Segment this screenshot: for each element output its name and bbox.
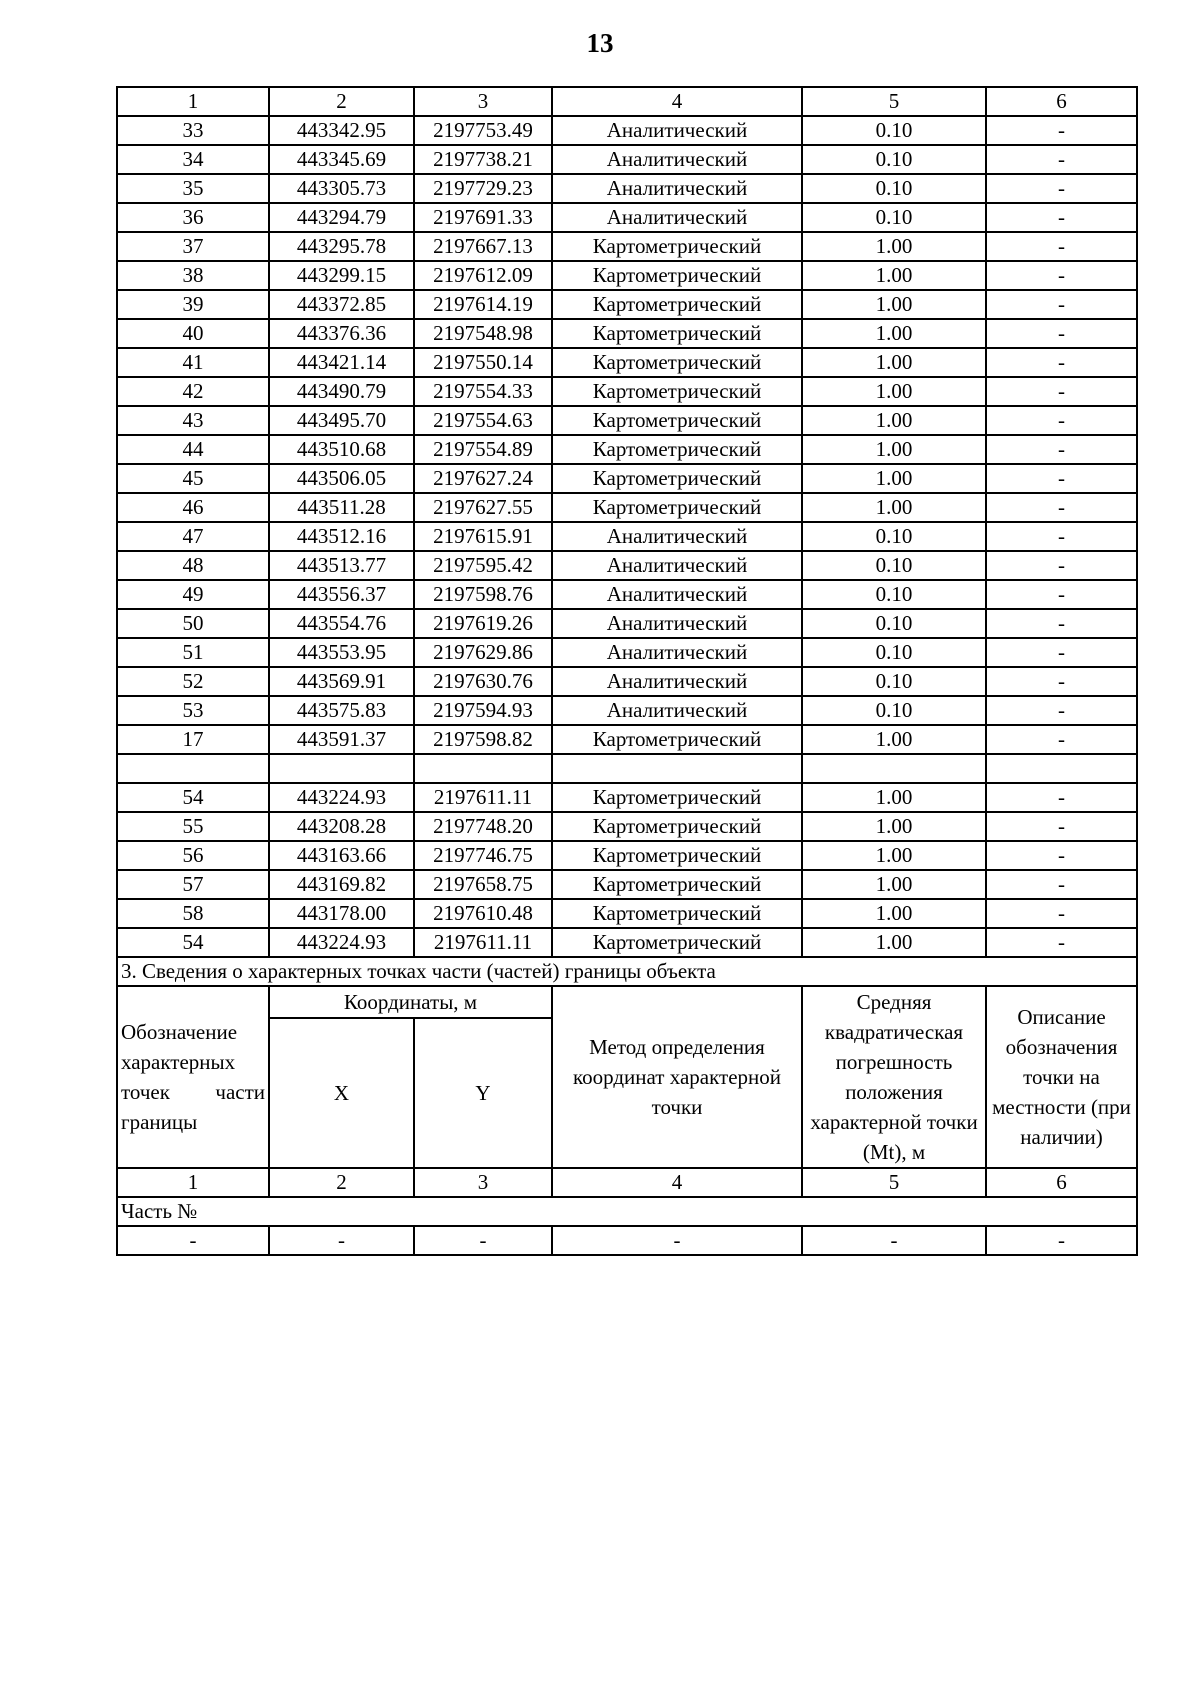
point-number: 37 [117, 232, 269, 261]
empty-cell: - [986, 1226, 1137, 1255]
coord-x: 443553.95 [269, 638, 414, 667]
header-coordinates: Координаты, м [269, 986, 552, 1018]
point-number: 54 [117, 928, 269, 957]
column-number-row [117, 87, 1137, 116]
mean-error: 1.00 [802, 899, 986, 928]
description: - [986, 145, 1137, 174]
mean-error: 1.00 [802, 783, 986, 812]
empty-cell: - [269, 1226, 414, 1255]
table-row [117, 870, 1137, 899]
mean-error: 1.00 [802, 348, 986, 377]
table-row [117, 696, 1137, 725]
mean-error: 0.10 [802, 522, 986, 551]
table-row [117, 435, 1137, 464]
mean-error: 1.00 [802, 232, 986, 261]
table-row [117, 203, 1137, 232]
table-row [117, 493, 1137, 522]
coord-x: 443178.00 [269, 899, 414, 928]
header-method: Метод определения координат характерной точки [552, 986, 802, 1168]
point-number: 40 [117, 319, 269, 348]
mean-error: 1.00 [802, 870, 986, 899]
coord-x: 443506.05 [269, 464, 414, 493]
mean-error: 0.10 [802, 580, 986, 609]
coord-x: 443591.37 [269, 725, 414, 754]
description: - [986, 667, 1137, 696]
table-row [117, 319, 1137, 348]
description: - [986, 290, 1137, 319]
method: Картометрический [552, 928, 802, 957]
coord-x: 443512.16 [269, 522, 414, 551]
mean-error: 0.10 [802, 638, 986, 667]
coord-y: 2197667.13 [414, 232, 552, 261]
description: - [986, 696, 1137, 725]
mean-error: 0.10 [802, 203, 986, 232]
point-number: 41 [117, 348, 269, 377]
method: Картометрический [552, 377, 802, 406]
description: - [986, 203, 1137, 232]
column-number: 6 [986, 1168, 1137, 1197]
coord-y: 2197691.33 [414, 203, 552, 232]
description: - [986, 377, 1137, 406]
method: Аналитический [552, 667, 802, 696]
coord-x: 443345.69 [269, 145, 414, 174]
table-row [117, 116, 1137, 145]
column-number: 3 [414, 87, 552, 116]
point-number: 48 [117, 551, 269, 580]
description: - [986, 522, 1137, 551]
mean-error: 1.00 [802, 319, 986, 348]
table-row [117, 812, 1137, 841]
coord-y: 2197598.82 [414, 725, 552, 754]
table-row [117, 928, 1137, 957]
section-title: 3. Сведения о характерных точках части (частей) границы объекта [117, 957, 1137, 986]
coord-x: 443569.91 [269, 667, 414, 696]
description: - [986, 870, 1137, 899]
mean-error: 1.00 [802, 377, 986, 406]
coord-x: 443554.76 [269, 609, 414, 638]
header-y: Y [414, 1018, 552, 1168]
part-label: Часть № [117, 1197, 1137, 1226]
table-row [117, 522, 1137, 551]
table-row [117, 609, 1137, 638]
coord-x: 443495.70 [269, 406, 414, 435]
blank-separator-row [117, 754, 1137, 783]
point-number: 44 [117, 435, 269, 464]
table-row [117, 406, 1137, 435]
method: Картометрический [552, 290, 802, 319]
method: Аналитический [552, 174, 802, 203]
coord-y: 2197629.86 [414, 638, 552, 667]
coord-y: 2197611.11 [414, 783, 552, 812]
point-number: 17 [117, 725, 269, 754]
column-number: 6 [986, 87, 1137, 116]
coord-x: 443299.15 [269, 261, 414, 290]
section-column-number-row [117, 1168, 1137, 1197]
coord-y: 2197738.21 [414, 145, 552, 174]
description: - [986, 116, 1137, 145]
point-number: 49 [117, 580, 269, 609]
coord-y: 2197658.75 [414, 870, 552, 899]
mean-error: 1.00 [802, 725, 986, 754]
coord-x: 443513.77 [269, 551, 414, 580]
description: - [986, 348, 1137, 377]
table-row [117, 174, 1137, 203]
mean-error: 0.10 [802, 174, 986, 203]
coord-x: 443305.73 [269, 174, 414, 203]
coord-x: 443163.66 [269, 841, 414, 870]
empty-cell: - [552, 1226, 802, 1255]
coord-y: 2197611.11 [414, 928, 552, 957]
coord-y: 2197594.93 [414, 696, 552, 725]
method: Картометрический [552, 406, 802, 435]
method: Картометрический [552, 493, 802, 522]
method: Картометрический [552, 870, 802, 899]
method: Картометрический [552, 435, 802, 464]
coord-x: 443510.68 [269, 435, 414, 464]
column-number: 4 [552, 87, 802, 116]
column-number: 4 [552, 1168, 802, 1197]
mean-error: 1.00 [802, 261, 986, 290]
mean-error: 0.10 [802, 551, 986, 580]
coord-y: 2197619.26 [414, 609, 552, 638]
mean-error: 1.00 [802, 435, 986, 464]
description: - [986, 232, 1137, 261]
point-number: 57 [117, 870, 269, 899]
method: Аналитический [552, 696, 802, 725]
section-header-row [117, 986, 1137, 1018]
point-number: 46 [117, 493, 269, 522]
coord-y: 2197554.33 [414, 377, 552, 406]
description: - [986, 812, 1137, 841]
point-number: 51 [117, 638, 269, 667]
table-row [117, 464, 1137, 493]
method: Картометрический [552, 232, 802, 261]
description: - [986, 928, 1137, 957]
method: Картометрический [552, 348, 802, 377]
table-row [117, 145, 1137, 174]
description: - [986, 551, 1137, 580]
method: Аналитический [552, 551, 802, 580]
column-number: 2 [269, 87, 414, 116]
mean-error: 1.00 [802, 841, 986, 870]
coord-x: 443294.79 [269, 203, 414, 232]
mean-error: 0.10 [802, 609, 986, 638]
point-number: 42 [117, 377, 269, 406]
coord-y: 2197753.49 [414, 116, 552, 145]
coord-y: 2197595.42 [414, 551, 552, 580]
point-number: 33 [117, 116, 269, 145]
page-number: 13 [586, 28, 614, 58]
mean-error: 0.10 [802, 667, 986, 696]
point-number: 56 [117, 841, 269, 870]
method: Аналитический [552, 609, 802, 638]
part-label-row [117, 1197, 1137, 1226]
table-row [117, 290, 1137, 319]
method: Аналитический [552, 203, 802, 232]
coord-y: 2197746.75 [414, 841, 552, 870]
method: Аналитический [552, 116, 802, 145]
method: Картометрический [552, 319, 802, 348]
coord-x: 443511.28 [269, 493, 414, 522]
table-row [117, 783, 1137, 812]
empty-cell: - [802, 1226, 986, 1255]
table-row [117, 261, 1137, 290]
mean-error: 0.10 [802, 116, 986, 145]
empty-cell: - [414, 1226, 552, 1255]
table-row [117, 580, 1137, 609]
coord-x: 443575.83 [269, 696, 414, 725]
point-number: 55 [117, 812, 269, 841]
coord-x: 443372.85 [269, 290, 414, 319]
table-row [117, 551, 1137, 580]
coord-x: 443342.95 [269, 116, 414, 145]
column-number: 5 [802, 87, 986, 116]
coord-y: 2197627.24 [414, 464, 552, 493]
point-number: 43 [117, 406, 269, 435]
table-row [117, 899, 1137, 928]
description: - [986, 609, 1137, 638]
mean-error: 1.00 [802, 928, 986, 957]
description: - [986, 841, 1137, 870]
description: - [986, 319, 1137, 348]
method: Картометрический [552, 464, 802, 493]
method: Картометрический [552, 725, 802, 754]
point-number: 58 [117, 899, 269, 928]
point-number: 35 [117, 174, 269, 203]
coord-y: 2197615.91 [414, 522, 552, 551]
method: Картометрический [552, 899, 802, 928]
point-number: 53 [117, 696, 269, 725]
method: Аналитический [552, 145, 802, 174]
point-number: 47 [117, 522, 269, 551]
coord-x: 443295.78 [269, 232, 414, 261]
point-number: 38 [117, 261, 269, 290]
method: Аналитический [552, 580, 802, 609]
method: Аналитический [552, 522, 802, 551]
point-number: 34 [117, 145, 269, 174]
coord-y: 2197598.76 [414, 580, 552, 609]
mean-error: 1.00 [802, 493, 986, 522]
coord-x: 443421.14 [269, 348, 414, 377]
description: - [986, 725, 1137, 754]
column-number: 3 [414, 1168, 552, 1197]
column-number: 1 [117, 87, 269, 116]
table-row [117, 841, 1137, 870]
mean-error: 0.10 [802, 696, 986, 725]
coord-x: 443208.28 [269, 812, 414, 841]
description: - [986, 638, 1137, 667]
coord-y: 2197748.20 [414, 812, 552, 841]
method: Картометрический [552, 261, 802, 290]
coord-y: 2197548.98 [414, 319, 552, 348]
table-row [117, 348, 1137, 377]
coord-y: 2197630.76 [414, 667, 552, 696]
description: - [986, 435, 1137, 464]
mean-error: 1.00 [802, 406, 986, 435]
description: - [986, 493, 1137, 522]
description: - [986, 406, 1137, 435]
coord-y: 2197614.19 [414, 290, 552, 319]
point-number: 52 [117, 667, 269, 696]
description: - [986, 899, 1137, 928]
point-number: 36 [117, 203, 269, 232]
coord-y: 2197627.55 [414, 493, 552, 522]
description: - [986, 580, 1137, 609]
coord-x: 443169.82 [269, 870, 414, 899]
coord-x: 443490.79 [269, 377, 414, 406]
table-row [117, 667, 1137, 696]
part-empty-row [117, 1226, 1137, 1255]
coord-x: 443224.93 [269, 928, 414, 957]
table-row [117, 638, 1137, 667]
coord-y: 2197554.63 [414, 406, 552, 435]
column-number: 1 [117, 1168, 269, 1197]
table-row [117, 377, 1137, 406]
column-number: 5 [802, 1168, 986, 1197]
method: Аналитический [552, 638, 802, 667]
mean-error: 1.00 [802, 464, 986, 493]
point-number: 50 [117, 609, 269, 638]
coord-x: 443376.36 [269, 319, 414, 348]
section-title-row [117, 957, 1137, 986]
mean-error: 1.00 [802, 290, 986, 319]
header-designation: Обозначение характерных точек части границы [117, 986, 269, 1168]
description: - [986, 464, 1137, 493]
point-number: 45 [117, 464, 269, 493]
coord-y: 2197554.89 [414, 435, 552, 464]
coord-x: 443556.37 [269, 580, 414, 609]
method: Картометрический [552, 812, 802, 841]
empty-cell: - [117, 1226, 269, 1255]
header-error: Средняя квадратическая погрешность положения характерной точки (Mt), м [802, 986, 986, 1168]
coord-y: 2197612.09 [414, 261, 552, 290]
mean-error: 1.00 [802, 812, 986, 841]
description: - [986, 261, 1137, 290]
description: - [986, 174, 1137, 203]
coord-y: 2197610.48 [414, 899, 552, 928]
coord-y: 2197550.14 [414, 348, 552, 377]
method: Картометрический [552, 841, 802, 870]
column-number: 2 [269, 1168, 414, 1197]
method: Картометрический [552, 783, 802, 812]
header-description: Описание обозначения точки на местности (при наличии) [986, 986, 1137, 1168]
point-number: 39 [117, 290, 269, 319]
mean-error: 0.10 [802, 145, 986, 174]
header-x: X [269, 1018, 414, 1168]
boundary-points-table [116, 86, 1138, 1256]
coord-x: 443224.93 [269, 783, 414, 812]
table-row [117, 725, 1137, 754]
description: - [986, 783, 1137, 812]
coord-y: 2197729.23 [414, 174, 552, 203]
point-number: 54 [117, 783, 269, 812]
table-row [117, 232, 1137, 261]
